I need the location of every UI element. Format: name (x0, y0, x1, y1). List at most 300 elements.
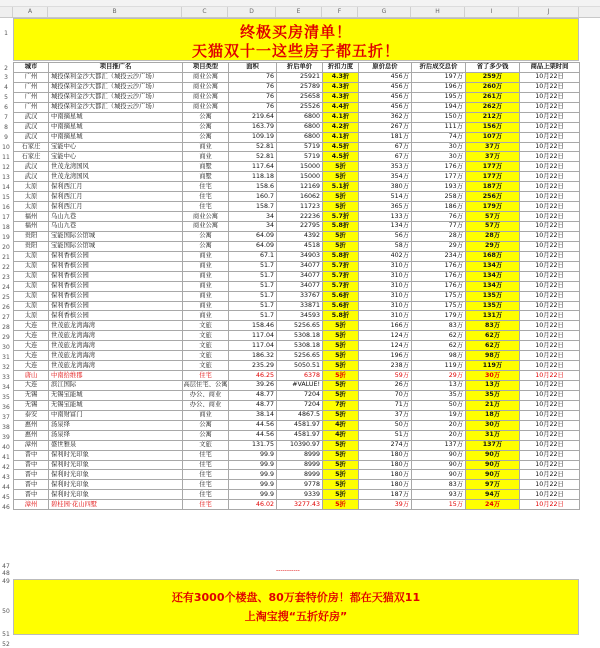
area-cell[interactable]: 99.9 (229, 480, 277, 490)
unit-price-cell[interactable]: 6800 (277, 132, 323, 142)
original-total-cell[interactable]: 354万 (359, 172, 412, 182)
original-total-cell[interactable]: 67万 (359, 142, 412, 152)
original-total-cell[interactable]: 196万 (359, 351, 412, 361)
original-total-cell[interactable]: 274万 (359, 440, 412, 450)
city-cell[interactable]: 武汉 (14, 162, 49, 172)
area-cell[interactable]: 39.26 (229, 381, 277, 391)
savings-cell[interactable]: 94万 (466, 490, 520, 500)
project-type-cell[interactable]: 住宅 (183, 192, 229, 202)
project-type-cell[interactable]: 住宅 (183, 450, 229, 460)
header-discount-unit-price[interactable]: 折后单价 (277, 63, 323, 73)
unit-price-cell[interactable]: 25526 (277, 102, 323, 112)
original-total-cell[interactable]: 180万 (359, 460, 412, 470)
listing-date-cell[interactable]: 10月22日 (520, 311, 580, 321)
unit-price-cell[interactable]: 12169 (277, 182, 323, 192)
city-cell[interactable]: 惠州 (14, 430, 49, 440)
project-type-cell[interactable]: 商业 (183, 261, 229, 271)
unit-price-cell[interactable]: 5256.65 (277, 321, 323, 331)
row-number[interactable]: 17 (2, 214, 10, 221)
savings-cell[interactable]: 37万 (466, 142, 520, 152)
listing-date-cell[interactable]: 10月22日 (520, 390, 580, 400)
row-number[interactable]: 20 (2, 244, 10, 251)
unit-price-cell[interactable]: 6378 (277, 371, 323, 381)
listing-date-cell[interactable]: 10月22日 (520, 102, 580, 112)
listing-date-cell[interactable]: 10月22日 (520, 122, 580, 132)
row-number[interactable]: 45 (2, 494, 10, 501)
original-total-cell[interactable]: 310万 (359, 271, 412, 281)
header-deal-total[interactable]: 折后成交总价 (412, 63, 466, 73)
deal-total-cell[interactable]: 186万 (412, 202, 466, 212)
discount-cell[interactable]: 5折 (323, 460, 359, 470)
row-number[interactable]: 51 (2, 631, 10, 638)
city-cell[interactable]: 漳州 (14, 500, 49, 510)
row-number[interactable]: 26 (2, 304, 10, 311)
column-letter-d[interactable]: D (228, 7, 276, 17)
city-cell[interactable]: 太原 (14, 301, 49, 311)
discount-cell[interactable]: 4.4折 (323, 102, 359, 112)
project-name-cell[interactable]: 宝能国际公馆城 (49, 231, 183, 241)
unit-price-cell[interactable]: 7204 (277, 390, 323, 400)
column-letter-j[interactable]: J (519, 7, 579, 17)
listing-date-cell[interactable]: 10月22日 (520, 490, 580, 500)
unit-price-cell[interactable]: 5308.18 (277, 331, 323, 341)
row-number[interactable]: 46 (2, 504, 10, 511)
project-name-cell[interactable]: 城投保利金沙大都汇（城投云沙广场） (49, 102, 183, 112)
discount-cell[interactable]: 5折 (323, 440, 359, 450)
original-total-cell[interactable]: 134万 (359, 222, 412, 232)
project-name-cell[interactable]: 保利香槟公园 (49, 281, 183, 291)
column-letter-f[interactable]: F (322, 7, 358, 17)
area-cell[interactable]: 46.25 (229, 371, 277, 381)
discount-cell[interactable]: 5.6折 (323, 301, 359, 311)
unit-price-cell[interactable]: 34077 (277, 271, 323, 281)
area-cell[interactable]: 117.04 (229, 331, 277, 341)
project-name-cell[interactable]: 保利西江月 (49, 202, 183, 212)
area-cell[interactable]: 117.04 (229, 341, 277, 351)
original-total-cell[interactable]: 71万 (359, 400, 412, 410)
project-type-cell[interactable]: 住宅 (183, 470, 229, 480)
savings-cell[interactable]: 168万 (466, 251, 520, 261)
savings-cell[interactable]: 134万 (466, 281, 520, 291)
area-cell[interactable]: 160.7 (229, 192, 277, 202)
row-number[interactable]: 44 (2, 484, 10, 491)
deal-total-cell[interactable]: 175万 (412, 301, 466, 311)
savings-cell[interactable]: 62万 (466, 341, 520, 351)
unit-price-cell[interactable]: 4581.97 (277, 420, 323, 430)
original-total-cell[interactable]: 50万 (359, 420, 412, 430)
savings-cell[interactable]: 30万 (466, 420, 520, 430)
row-number[interactable]: 37 (2, 414, 10, 421)
project-type-cell[interactable]: 住宅 (183, 480, 229, 490)
header-city[interactable]: 城市 (14, 63, 49, 73)
listing-date-cell[interactable]: 10月22日 (520, 132, 580, 142)
discount-cell[interactable]: 5折 (323, 381, 359, 391)
row-number[interactable]: 36 (2, 404, 10, 411)
deal-total-cell[interactable]: 177万 (412, 172, 466, 182)
deal-total-cell[interactable]: 90万 (412, 470, 466, 480)
listing-date-cell[interactable]: 10月22日 (520, 162, 580, 172)
row-number[interactable]: 5 (4, 94, 8, 101)
city-cell[interactable]: 太原 (14, 192, 49, 202)
savings-cell[interactable]: 156万 (466, 122, 520, 132)
project-type-cell[interactable]: 办公、商业 (183, 400, 229, 410)
column-letter-b[interactable]: B (48, 7, 182, 17)
project-type-cell[interactable]: 商业 (183, 271, 229, 281)
header-project-type[interactable]: 项目类型 (183, 63, 229, 73)
row-number[interactable]: 42 (2, 464, 10, 471)
project-name-cell[interactable]: 碧桂园·花山四墅 (49, 500, 183, 510)
area-cell[interactable]: 51.7 (229, 261, 277, 271)
deal-total-cell[interactable]: 15万 (412, 500, 466, 510)
deal-total-cell[interactable]: 19万 (412, 410, 466, 420)
savings-cell[interactable]: 83万 (466, 321, 520, 331)
unit-price-cell[interactable]: 4518 (277, 241, 323, 251)
unit-price-cell[interactable]: 34077 (277, 281, 323, 291)
city-cell[interactable]: 大连 (14, 361, 49, 371)
area-cell[interactable]: 38.14 (229, 410, 277, 420)
area-cell[interactable]: 44.56 (229, 430, 277, 440)
original-total-cell[interactable]: 26万 (359, 381, 412, 391)
city-cell[interactable]: 漳州 (14, 440, 49, 450)
original-total-cell[interactable]: 310万 (359, 311, 412, 321)
savings-cell[interactable]: 97万 (466, 480, 520, 490)
row-number[interactable]: 39 (2, 434, 10, 441)
deal-total-cell[interactable]: 62万 (412, 341, 466, 351)
deal-total-cell[interactable]: 83万 (412, 480, 466, 490)
original-total-cell[interactable]: 310万 (359, 291, 412, 301)
row-number[interactable]: 16 (2, 204, 10, 211)
deal-total-cell[interactable]: 195万 (412, 92, 466, 102)
discount-cell[interactable]: 4.3折 (323, 92, 359, 102)
row-number[interactable]: 50 (2, 608, 10, 615)
project-name-cell[interactable]: 世茂旅龙湾海湾 (49, 351, 183, 361)
project-type-cell[interactable]: 文旅 (183, 361, 229, 371)
savings-cell[interactable]: 119万 (466, 361, 520, 371)
city-cell[interactable]: 晋中 (14, 470, 49, 480)
project-name-cell[interactable]: 世茂旅龙湾海湾 (49, 361, 183, 371)
row-number[interactable]: 13 (2, 174, 10, 181)
deal-total-cell[interactable]: 150万 (412, 112, 466, 122)
discount-cell[interactable]: 4折 (323, 420, 359, 430)
listing-date-cell[interactable]: 10月22日 (520, 92, 580, 102)
city-cell[interactable]: 太原 (14, 291, 49, 301)
discount-cell[interactable]: 5折 (323, 202, 359, 212)
column-letter-h[interactable]: H (411, 7, 465, 17)
original-total-cell[interactable]: 362万 (359, 112, 412, 122)
original-total-cell[interactable]: 37万 (359, 410, 412, 420)
listing-date-cell[interactable]: 10月22日 (520, 112, 580, 122)
row-number[interactable]: 47 (2, 563, 10, 570)
city-cell[interactable]: 广州 (14, 82, 49, 92)
city-cell[interactable]: 大连 (14, 341, 49, 351)
project-name-cell[interactable]: 宝能中心 (49, 142, 183, 152)
project-type-cell[interactable]: 办公、商业 (183, 390, 229, 400)
unit-price-cell[interactable]: 5050.51 (277, 361, 323, 371)
discount-cell[interactable]: 5折 (323, 490, 359, 500)
area-cell[interactable]: 99.9 (229, 460, 277, 470)
discount-cell[interactable]: 7折 (323, 400, 359, 410)
discount-cell[interactable]: 5.7折 (323, 212, 359, 222)
unit-price-cell[interactable]: 6800 (277, 122, 323, 132)
city-cell[interactable]: 太原 (14, 311, 49, 321)
project-type-cell[interactable]: 公寓 (183, 112, 229, 122)
unit-price-cell[interactable]: 10390.97 (277, 440, 323, 450)
unit-price-cell[interactable]: 8999 (277, 450, 323, 460)
savings-cell[interactable]: 98万 (466, 351, 520, 361)
savings-cell[interactable]: 256万 (466, 192, 520, 202)
area-cell[interactable]: 163.79 (229, 122, 277, 132)
area-cell[interactable]: 235.29 (229, 361, 277, 371)
discount-cell[interactable]: 4.3折 (323, 72, 359, 82)
city-cell[interactable]: 武汉 (14, 122, 49, 132)
unit-price-cell[interactable]: #VALUE! (277, 381, 323, 391)
original-total-cell[interactable]: 402万 (359, 251, 412, 261)
discount-cell[interactable]: 5折 (323, 500, 359, 510)
area-cell[interactable]: 219.64 (229, 112, 277, 122)
area-cell[interactable]: 52.81 (229, 142, 277, 152)
savings-cell[interactable]: 179万 (466, 202, 520, 212)
row-number[interactable]: 29 (2, 334, 10, 341)
original-total-cell[interactable]: 70万 (359, 390, 412, 400)
deal-total-cell[interactable]: 20万 (412, 420, 466, 430)
deal-total-cell[interactable]: 30万 (412, 152, 466, 162)
discount-cell[interactable]: 4.3折 (323, 82, 359, 92)
savings-cell[interactable]: 261万 (466, 92, 520, 102)
original-total-cell[interactable]: 124万 (359, 331, 412, 341)
deal-total-cell[interactable]: 28万 (412, 231, 466, 241)
area-cell[interactable]: 64.09 (229, 241, 277, 251)
deal-total-cell[interactable]: 93万 (412, 490, 466, 500)
project-name-cell[interactable]: 中南摘星城 (49, 132, 183, 142)
savings-cell[interactable]: 135万 (466, 301, 520, 311)
project-type-cell[interactable]: 住宅 (183, 182, 229, 192)
project-type-cell[interactable]: 文旅 (183, 341, 229, 351)
savings-cell[interactable]: 177万 (466, 172, 520, 182)
listing-date-cell[interactable]: 10月22日 (520, 500, 580, 510)
project-name-cell[interactable]: 盛世雅泉 (49, 440, 183, 450)
original-total-cell[interactable]: 380万 (359, 182, 412, 192)
project-name-cell[interactable]: 城投保利金沙大都汇（城投云沙广场） (49, 82, 183, 92)
discount-cell[interactable]: 5.6折 (323, 291, 359, 301)
unit-price-cell[interactable]: 25921 (277, 72, 323, 82)
original-total-cell[interactable]: 58万 (359, 241, 412, 251)
row-number[interactable]: 34 (2, 384, 10, 391)
project-name-cell[interactable]: 保利时光印象 (49, 450, 183, 460)
project-name-cell[interactable]: 世茂旅龙湾海湾 (49, 341, 183, 351)
area-cell[interactable]: 46.02 (229, 500, 277, 510)
project-name-cell[interactable]: 中南摘星城 (49, 122, 183, 132)
row-number[interactable]: 38 (2, 424, 10, 431)
header-area[interactable]: 面积 (229, 63, 277, 73)
project-type-cell[interactable]: 商业公寓 (183, 222, 229, 232)
unit-price-cell[interactable]: 15000 (277, 162, 323, 172)
area-cell[interactable]: 158.46 (229, 321, 277, 331)
city-cell[interactable]: 晋中 (14, 490, 49, 500)
savings-cell[interactable]: 131万 (466, 311, 520, 321)
area-cell[interactable]: 118.18 (229, 172, 277, 182)
deal-total-cell[interactable]: 197万 (412, 72, 466, 82)
city-cell[interactable]: 广州 (14, 102, 49, 112)
original-total-cell[interactable]: 180万 (359, 470, 412, 480)
row-number[interactable]: 18 (2, 224, 10, 231)
savings-cell[interactable]: 259万 (466, 72, 520, 82)
savings-cell[interactable]: 212万 (466, 112, 520, 122)
row-number[interactable]: 52 (2, 641, 10, 648)
area-cell[interactable]: 67.1 (229, 251, 277, 261)
listing-date-cell[interactable]: 10月22日 (520, 460, 580, 470)
project-name-cell[interactable]: 中南财富门 (49, 410, 183, 420)
unit-price-cell[interactable]: 4581.97 (277, 430, 323, 440)
area-cell[interactable]: 76 (229, 82, 277, 92)
original-total-cell[interactable]: 238万 (359, 361, 412, 371)
discount-cell[interactable]: 5折 (323, 341, 359, 351)
unit-price-cell[interactable]: 5308.18 (277, 341, 323, 351)
original-total-cell[interactable]: 456万 (359, 72, 412, 82)
listing-date-cell[interactable]: 10月22日 (520, 410, 580, 420)
area-cell[interactable]: 99.9 (229, 470, 277, 480)
savings-cell[interactable]: 135万 (466, 291, 520, 301)
project-type-cell[interactable]: 商墅 (183, 162, 229, 172)
original-total-cell[interactable]: 166万 (359, 321, 412, 331)
unit-price-cell[interactable]: 8999 (277, 460, 323, 470)
project-name-cell[interactable]: 保利时光印象 (49, 490, 183, 500)
savings-cell[interactable]: 62万 (466, 331, 520, 341)
unit-price-cell[interactable]: 22236 (277, 212, 323, 222)
deal-total-cell[interactable]: 62万 (412, 331, 466, 341)
project-type-cell[interactable]: 商墅 (183, 172, 229, 182)
deal-total-cell[interactable]: 13万 (412, 381, 466, 391)
city-cell[interactable]: 唐山 (14, 371, 49, 381)
city-cell[interactable]: 贵阳 (14, 231, 49, 241)
discount-cell[interactable]: 5折 (323, 241, 359, 251)
discount-cell[interactable]: 5.8折 (323, 251, 359, 261)
original-total-cell[interactable]: 310万 (359, 301, 412, 311)
listing-date-cell[interactable]: 10月22日 (520, 72, 580, 82)
discount-cell[interactable]: 5折 (323, 470, 359, 480)
deal-total-cell[interactable]: 30万 (412, 142, 466, 152)
city-cell[interactable]: 石家庄 (14, 152, 49, 162)
listing-date-cell[interactable]: 10月22日 (520, 192, 580, 202)
row-number[interactable]: 2 (4, 65, 8, 72)
original-total-cell[interactable]: 456万 (359, 102, 412, 112)
discount-cell[interactable]: 4.5折 (323, 152, 359, 162)
project-name-cell[interactable]: 世茂龙湾国风 (49, 162, 183, 172)
unit-price-cell[interactable]: 5719 (277, 142, 323, 152)
area-cell[interactable]: 117.64 (229, 162, 277, 172)
unit-price-cell[interactable]: 4392 (277, 231, 323, 241)
city-cell[interactable]: 太原 (14, 261, 49, 271)
row-number[interactable]: 3 (4, 74, 8, 81)
discount-cell[interactable]: 5折 (323, 410, 359, 420)
unit-price-cell[interactable]: 15000 (277, 172, 323, 182)
listing-date-cell[interactable]: 10月22日 (520, 321, 580, 331)
project-name-cell[interactable]: 保利西江月 (49, 182, 183, 192)
discount-cell[interactable]: 5折 (323, 390, 359, 400)
city-cell[interactable]: 广州 (14, 72, 49, 82)
unit-price-cell[interactable]: 6800 (277, 112, 323, 122)
header-project-name[interactable]: 项目推广名 (49, 63, 183, 73)
project-name-cell[interactable]: 保利香槟公园 (49, 271, 183, 281)
city-cell[interactable]: 无锡 (14, 400, 49, 410)
deal-total-cell[interactable]: 176万 (412, 261, 466, 271)
row-number[interactable]: 43 (2, 474, 10, 481)
row-number[interactable]: 6 (4, 104, 8, 111)
unit-price-cell[interactable]: 22795 (277, 222, 323, 232)
city-cell[interactable]: 大连 (14, 321, 49, 331)
unit-price-cell[interactable]: 34077 (277, 261, 323, 271)
project-name-cell[interactable]: 保利时光印象 (49, 470, 183, 480)
listing-date-cell[interactable]: 10月22日 (520, 440, 580, 450)
discount-cell[interactable]: 5.7折 (323, 271, 359, 281)
area-cell[interactable]: 158.6 (229, 182, 277, 192)
city-cell[interactable]: 武汉 (14, 112, 49, 122)
project-type-cell[interactable]: 商业 (183, 410, 229, 420)
listing-date-cell[interactable]: 10月22日 (520, 251, 580, 261)
city-cell[interactable]: 太原 (14, 202, 49, 212)
header-listing-date[interactable]: 商品上架时间 (520, 63, 580, 73)
row-number[interactable]: 14 (2, 184, 10, 191)
savings-cell[interactable]: 107万 (466, 132, 520, 142)
row-number[interactable]: 12 (2, 164, 10, 171)
listing-date-cell[interactable]: 10月22日 (520, 182, 580, 192)
project-type-cell[interactable]: 公寓 (183, 122, 229, 132)
savings-cell[interactable]: 30万 (466, 371, 520, 381)
listing-date-cell[interactable]: 10月22日 (520, 291, 580, 301)
area-cell[interactable]: 51.7 (229, 281, 277, 291)
city-cell[interactable]: 石家庄 (14, 142, 49, 152)
project-type-cell[interactable]: 商业 (183, 142, 229, 152)
project-name-cell[interactable]: 城投保利金沙大都汇（城投云沙广场） (49, 92, 183, 102)
project-name-cell[interactable]: 世茂旅龙湾海湾 (49, 321, 183, 331)
project-type-cell[interactable]: 商业 (183, 301, 229, 311)
row-number[interactable]: 25 (2, 294, 10, 301)
area-cell[interactable]: 186.32 (229, 351, 277, 361)
header-original-total[interactable]: 原价总价 (359, 63, 412, 73)
city-cell[interactable]: 太原 (14, 182, 49, 192)
deal-total-cell[interactable]: 50万 (412, 400, 466, 410)
column-letter-c[interactable]: C (182, 7, 228, 17)
city-cell[interactable]: 无锡 (14, 390, 49, 400)
project-name-cell[interactable]: 宝能国际公馆城 (49, 241, 183, 251)
unit-price-cell[interactable]: 34593 (277, 311, 323, 321)
area-cell[interactable]: 76 (229, 102, 277, 112)
project-name-cell[interactable]: 保利香槟公园 (49, 301, 183, 311)
row-number[interactable]: 7 (4, 114, 8, 121)
project-name-cell[interactable]: 无锡宝能城 (49, 390, 183, 400)
deal-total-cell[interactable]: 119万 (412, 361, 466, 371)
project-type-cell[interactable]: 高层住宅、公寓 (183, 381, 228, 389)
listing-date-cell[interactable]: 10月22日 (520, 430, 580, 440)
project-name-cell[interactable]: 无锡宝能城 (49, 400, 183, 410)
project-name-cell[interactable]: 世茂龙湾国风 (49, 172, 183, 182)
area-cell[interactable]: 52.81 (229, 152, 277, 162)
row-number[interactable]: 27 (2, 314, 10, 321)
row-number[interactable]: 10 (2, 144, 10, 151)
listing-date-cell[interactable]: 10月22日 (520, 480, 580, 490)
savings-cell[interactable]: 90万 (466, 460, 520, 470)
deal-total-cell[interactable]: 176万 (412, 271, 466, 281)
original-total-cell[interactable]: 267万 (359, 122, 412, 132)
project-type-cell[interactable]: 公寓 (183, 430, 229, 440)
deal-total-cell[interactable]: 111万 (412, 122, 466, 132)
area-cell[interactable]: 99.9 (229, 450, 277, 460)
row-number[interactable]: 28 (2, 324, 10, 331)
listing-date-cell[interactable]: 10月22日 (520, 222, 580, 232)
city-cell[interactable]: 大连 (14, 331, 49, 341)
listing-date-cell[interactable]: 10月22日 (520, 142, 580, 152)
discount-cell[interactable]: 5.8折 (323, 311, 359, 321)
listing-date-cell[interactable]: 10月22日 (520, 261, 580, 271)
